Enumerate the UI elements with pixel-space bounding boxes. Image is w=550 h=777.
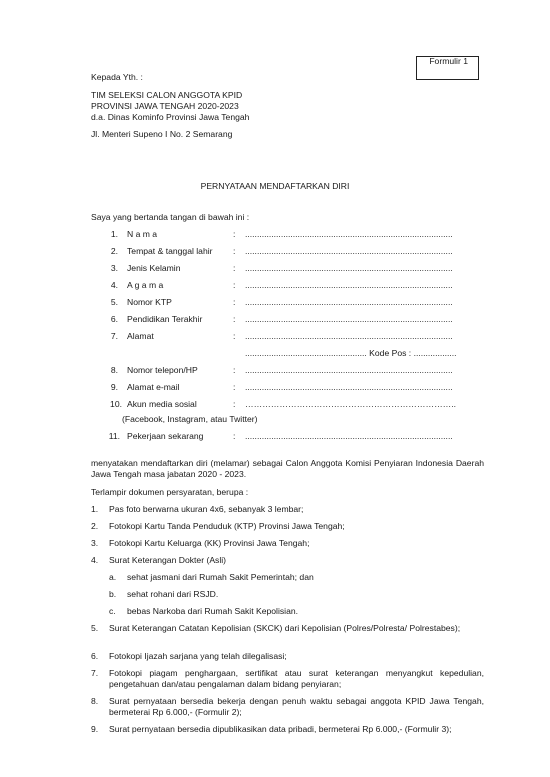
field-dots-education[interactable]: ....................................................................................... (245, 314, 453, 324)
field-colon: : (233, 365, 236, 375)
recipient-address: Jl. Menteri Supeno I No. 2 Semarang (91, 129, 233, 139)
field-dots-email[interactable]: ....................................................................................... (245, 382, 453, 392)
list-item: Pas foto berwarna ukuran 4x6, sebanyak 3 lembar; (109, 504, 304, 514)
field-colon: : (233, 431, 236, 441)
list-number: 4. (91, 555, 99, 565)
field-number: 2. (110, 246, 118, 256)
field-label-ktp: Nomor KTP (127, 297, 172, 307)
field-number: 11. (108, 431, 120, 441)
field-label-gender: Jenis Kelamin (127, 263, 181, 273)
field-label-education: Pendidikan Terakhir (127, 314, 203, 324)
field-colon: : (233, 263, 236, 273)
field-dots-address[interactable]: ....................................................................................... (245, 331, 453, 341)
sublist-item: sehat rohani dari RSJD. (127, 589, 219, 599)
recipient-line-1: TIM SELEKSI CALON ANGGOTA KPID (91, 90, 243, 100)
field-colon: : (233, 246, 236, 256)
list-item: Fotokopi piagam penghargaan, sertifikat atau surat keterangan menyangkut kepedulian, pengetahuan dan/atau pengalaman dalam bidang penyiaran; (109, 668, 484, 689)
field-label-phone: Nomor telepon/HP (127, 365, 198, 375)
field-number: 9. (110, 382, 118, 392)
field-dots-social[interactable]: ……………………………………………………………….. (245, 399, 457, 409)
list-number: 5. (91, 623, 99, 633)
field-dots-ktp[interactable]: ....................................................................................... (245, 297, 453, 307)
list-number: 8. (91, 696, 99, 706)
sublist-item: bebas Narkoba dari Rumah Sakit Kepolisian. (127, 606, 299, 616)
recipient-line-2: PROVINSI JAWA TENGAH 2020-2023 (91, 101, 239, 111)
field-label-birth: Tempat & tanggal lahir (127, 246, 213, 256)
intro-text: Saya yang bertanda tangan di bawah ini : (91, 212, 250, 222)
form-label: Formulir 1 (429, 56, 468, 66)
field-dots-phone[interactable]: ....................................................................................... (245, 365, 453, 375)
field-colon: : (233, 297, 236, 307)
field-label-name: N a m a (127, 229, 158, 239)
list-number: 1. (91, 504, 99, 514)
sublist-letter: c. (109, 606, 116, 616)
form-label-box (416, 56, 479, 80)
statement-paragraph: menyatakan mendaftarkan diri (melamar) sebagai Calon Anggota Komisi Penyiaran Indonesia Daerah Jawa Tengah masa jabatan 2020 - 2023. (91, 458, 484, 479)
field-number: 10. (110, 399, 122, 409)
field-number: 4. (110, 280, 118, 290)
field-colon: : (233, 280, 236, 290)
sublist-letter: b. (109, 589, 117, 599)
field-label-religion: A g a m a (127, 280, 164, 290)
attachments-intro: Terlampir dokumen persyaratan, berupa : (91, 487, 249, 497)
field-label-email: Alamat e-mail (127, 382, 180, 392)
list-item: Fotokopi Ijazah sarjana yang telah dilegalisasi; (109, 651, 287, 661)
list-item: Surat pernyataan bersedia bekerja dengan penuh waktu sebagai anggota KPID Jawa Tengah, bermeterai Rp 6.000,- (Formulir 2); (109, 696, 484, 717)
field-number: 5. (110, 297, 118, 307)
sublist-item: sehat jasmani dari Rumah Sakit Pemerintah; dan (127, 572, 314, 582)
address-postal-line[interactable]: ................................................... Kode Pos : .................. (245, 348, 457, 358)
field-colon: : (233, 331, 236, 341)
field-colon: : (233, 382, 236, 392)
field-number: 8. (110, 365, 118, 375)
list-number: 7. (91, 668, 99, 678)
field-number: 7. (110, 331, 118, 341)
salutation: Kepada Yth. : (91, 72, 143, 82)
field-label-social: Akun media sosial (127, 399, 197, 409)
field-colon: : (233, 399, 236, 409)
list-item: Surat Keterangan Dokter (Asli) (109, 555, 227, 565)
field-dots-religion[interactable]: ....................................................................................... (245, 280, 453, 290)
field-dots-birth[interactable]: ....................................................................................... (245, 246, 453, 256)
list-item: Surat Keterangan Catatan Kepolisian (SKCK) dari Kepolisian (Polres/Polresta/ Polrestabes); (109, 623, 461, 633)
field-dots-gender[interactable]: ....................................................................................... (245, 263, 453, 273)
field-label-address: Alamat (127, 331, 154, 341)
recipient-line-3: d.a. Dinas Kominfo Provinsi Jawa Tengah (91, 112, 250, 122)
field-label-occupation: Pekerjaan sekarang (127, 431, 204, 441)
sublist-letter: a. (109, 572, 117, 582)
social-note: (Facebook, Instagram, atau Twitter) (122, 414, 258, 424)
list-number: 3. (91, 538, 99, 548)
list-number: 6. (91, 651, 99, 661)
list-item: Surat pernyataan bersedia dipublikasikan data pribadi, bermeterai Rp 6.000,- (Formulir 3); (109, 724, 452, 734)
field-colon: : (233, 314, 236, 324)
field-number: 3. (110, 263, 118, 273)
field-number: 6. (110, 314, 118, 324)
field-number: 1. (110, 229, 118, 239)
field-dots-occupation[interactable]: ....................................................................................... (245, 431, 453, 441)
field-colon: : (233, 229, 236, 239)
list-number: 2. (91, 521, 99, 531)
list-item: Fotokopi Kartu Tanda Penduduk (KTP) Provinsi Jawa Tengah; (109, 521, 345, 531)
document-title: PERNYATAAN MENDAFTARKAN DIRI (200, 181, 350, 191)
field-dots-name[interactable]: ....................................................................................... (245, 229, 453, 239)
list-number: 9. (91, 724, 99, 734)
list-item: Fotokopi Kartu Keluarga (KK) Provinsi Jawa Tengah; (109, 538, 310, 548)
